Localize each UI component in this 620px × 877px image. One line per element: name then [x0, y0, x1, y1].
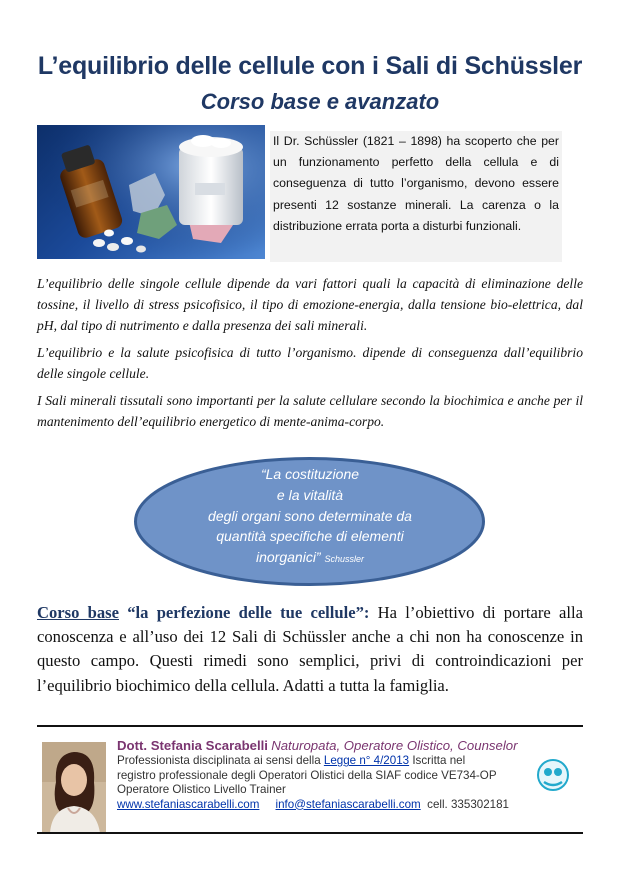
- siaf-logo: [536, 758, 570, 792]
- signature-line-3: registro professionale degli Operatori Olistici della SIAF codice VE734-OP: [117, 768, 497, 782]
- salts-photo-illustration: [37, 125, 265, 259]
- quote-end: inorganici”: [256, 549, 321, 566]
- signature-line-2-post: Iscritta nel: [409, 754, 466, 768]
- website-link[interactable]: www.stefaniascarabelli.com: [117, 797, 260, 811]
- portrait-photo: [42, 742, 106, 833]
- quote-author: Schussler: [324, 554, 364, 565]
- salts-photo: [37, 125, 265, 259]
- email-link[interactable]: info@stefaniascarabelli.com: [275, 797, 421, 811]
- course-tagline: “la perfezione delle tue cellule”:: [127, 603, 370, 622]
- divider-bottom: [37, 832, 583, 834]
- divider-top: [37, 725, 583, 727]
- quote-line-1: “La costituzione: [260, 466, 360, 482]
- signature-line-2-pre: Professionista disciplinata ai sensi della: [117, 754, 324, 768]
- quote-block: [150, 464, 470, 570]
- signature-line-1: [117, 739, 567, 754]
- portrait-illustration: [42, 742, 106, 833]
- body-paragraph-3: I Sali minerali tissutali sono importanti per la salute cellulare secondo la biochimica e anche per il mantenimento dell’equilibrio energetico di mente-anima-corpo.: [37, 393, 583, 429]
- course-paragraph: [37, 601, 583, 698]
- signature-role: Naturopata, Operatore Olistico, Counselor: [271, 738, 518, 753]
- signature-name: Dott. Stefania Scarabelli: [117, 738, 268, 753]
- quote-line-2: e la vitalità: [276, 486, 344, 503]
- intro-paragraph: Il Dr. Schüssler (1821 – 1898) ha scoperto che per un funzionamento perfetto della cellula e di conseguenza di tutto l’organismo, devono essere presenti 12 sostanze minerali. La carenza o la distribuzione errata porta a disturbi funzionali.: [270, 131, 562, 262]
- phone-number: cell. 335302181: [427, 797, 510, 811]
- signature-line-4: Operatore Olistico Livello Trainer: [117, 783, 286, 797]
- body-paragraph-2: L’equilibrio e la salute psicofisica di tutto l’organismo. dipende di conseguenza dall’equilibrio delle singole cellule.: [37, 345, 583, 381]
- quote-line-5: [150, 547, 470, 570]
- page-subtitle: Corso base e avanzato: [200, 89, 440, 114]
- signature-contacts: [117, 798, 567, 812]
- page-title: L’equilibrio delle cellule con i Sali di Schüssler: [37, 52, 583, 80]
- signature-block: [117, 739, 567, 812]
- body-paragraph-1: L’equilibrio delle singole cellule dipende da vari fattori quali la capacità di eliminazione delle tossine, il livello di stress psicofisico, il tipo di emozione-energia, dalla tensione bio-elettrica, dal pH, dal tipo di nutrimento e dalla presenza dei sali minerali.: [37, 276, 583, 333]
- signature-line-2: [117, 754, 567, 768]
- course-label: Corso base: [37, 603, 119, 622]
- course-text: Ha l’obiettivo di portare alla conoscenza e all’uso dei 12 Sali di Schüssler anche a chi non ha conoscenze in questo campo. Questi rimedi sono semplici, privi di controindicazioni per l’equilibrio biochimico della cellula. Adatti a tutta la famiglia.: [37, 603, 583, 695]
- quote-line-4: quantità specifiche di elementi: [216, 528, 404, 545]
- quote-line-3: degli organi sono determinate da: [208, 507, 412, 524]
- law-link[interactable]: Legge n° 4/2013: [323, 754, 410, 768]
